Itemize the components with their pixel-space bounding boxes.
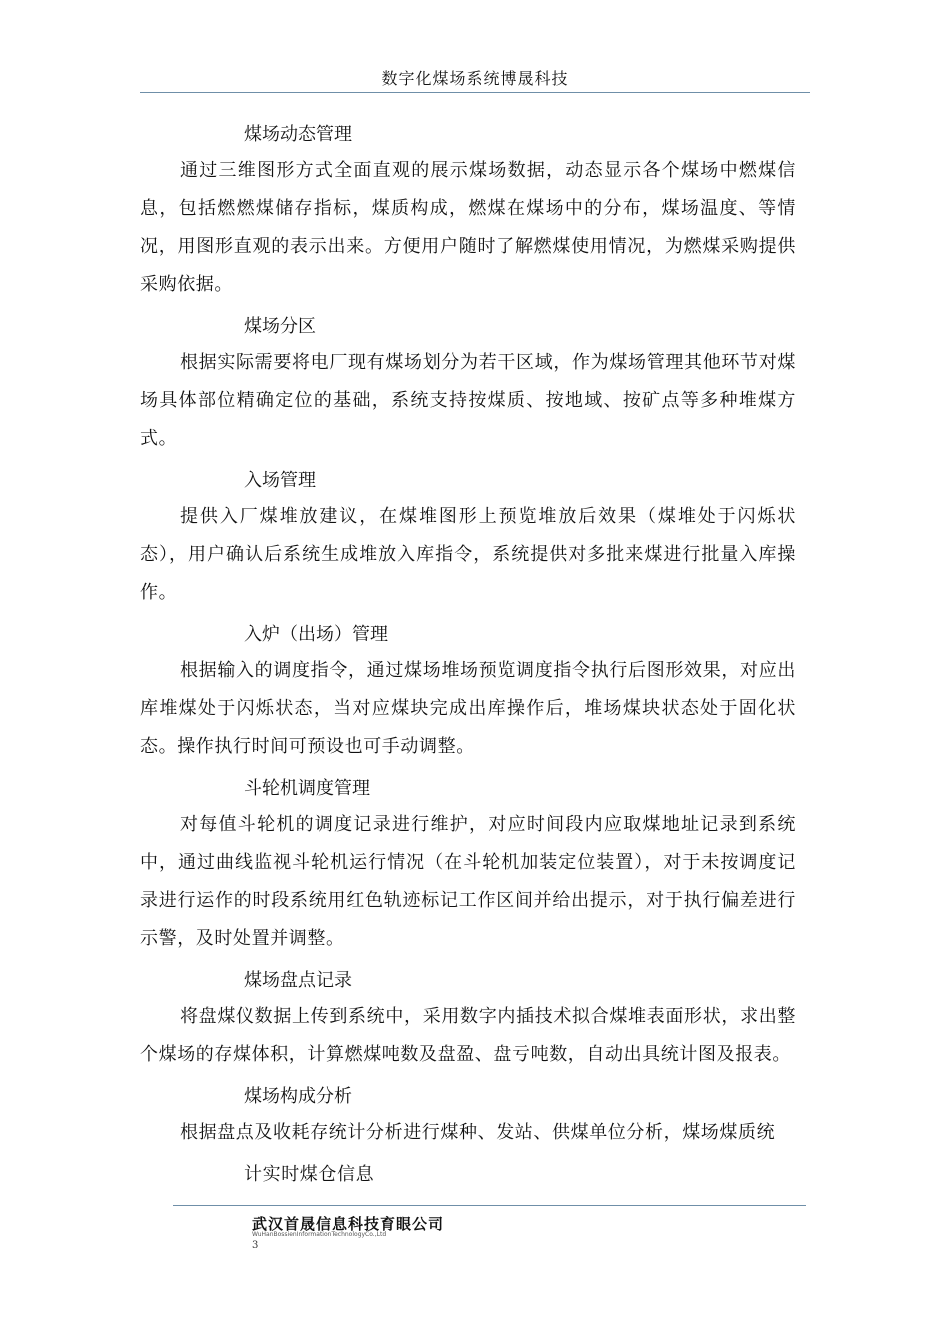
section-paragraph: 根据实际需要将电厂现有煤场划分为若干区域，作为煤场管理其他环节对煤场具体部位精确定位的基础，系统支持按煤质、按地域、按矿点等多种堆煤方式。 <box>140 352 796 449</box>
footer-company-english: WuHanBossienInformationTechnologyCo.,Ltd <box>252 1231 387 1238</box>
header-divider <box>140 92 810 93</box>
section-paragraph: 对每值斗轮机的调度记录进行维护，对应时间段内应取煤地址记录到系统中，通过曲线监视斗轮机运行情况（在斗轮机加装定位装置），对于未按调度记录进行运作的时段系统用红色轨迹标记工作区间并给出提示，对于执行偏差进行示警，及时处置并调整。 <box>140 814 796 949</box>
section-title: 煤场分区 <box>244 316 316 337</box>
section-title: 煤场盘点记录 <box>244 970 352 991</box>
section-title: 煤场构成分析 <box>244 1086 352 1107</box>
section-title: 煤场动态管理 <box>244 124 352 145</box>
section-title: 入场管理 <box>244 470 316 491</box>
page-header-title: 数字化煤场系统博晟科技 <box>381 69 569 88</box>
section-paragraph-continuation: 计实时煤仓信息 <box>244 1164 375 1185</box>
footer-divider <box>173 1205 806 1206</box>
footer-company-name: 武汉首晟信息科技育眼公司 <box>252 1215 445 1233</box>
section-paragraph: 将盘煤仪数据上传到系统中，采用数字内插技术拟合煤堆表面形状，求出整个煤场的存煤体积，计算燃煤吨数及盘盈、盘亏吨数，自动出具统计图及报表。 <box>140 1006 796 1065</box>
page-number: 3 <box>252 1240 259 1251</box>
section-paragraph: 通过三维图形方式全面直观的展示煤场数据，动态显示各个煤场中燃煤信息，包括燃燃煤储存指标，煤质构成，燃煤在煤场中的分布，煤场温度、等情况，用图形直观的表示出来。方便用户随时了解燃煤使用情况，为燃煤采购提供采购依据。 <box>140 160 796 295</box>
section-title: 斗轮机调度管理 <box>244 778 370 799</box>
section-paragraph: 根据输入的调度指令，通过煤场堆场预览调度指令执行后图形效果，对应出库堆煤处于闪烁状态，当对应煤块完成出库操作后，堆场煤块状态处于固化状态。操作执行时间可预设也可手动调整。 <box>140 660 796 757</box>
section-paragraph: 根据盘点及收耗存统计分析进行煤种、发站、供煤单位分析，煤场煤质统 <box>180 1122 776 1143</box>
document-body <box>140 118 796 1192</box>
section-paragraph: 提供入厂煤堆放建议，在煤堆图形上预览堆放后效果（煤堆处于闪烁状态），用户确认后系统生成堆放入库指令，系统提供对多批来煤进行批量入库操作。 <box>140 506 796 603</box>
section-title: 入炉（出场）管理 <box>244 624 388 645</box>
